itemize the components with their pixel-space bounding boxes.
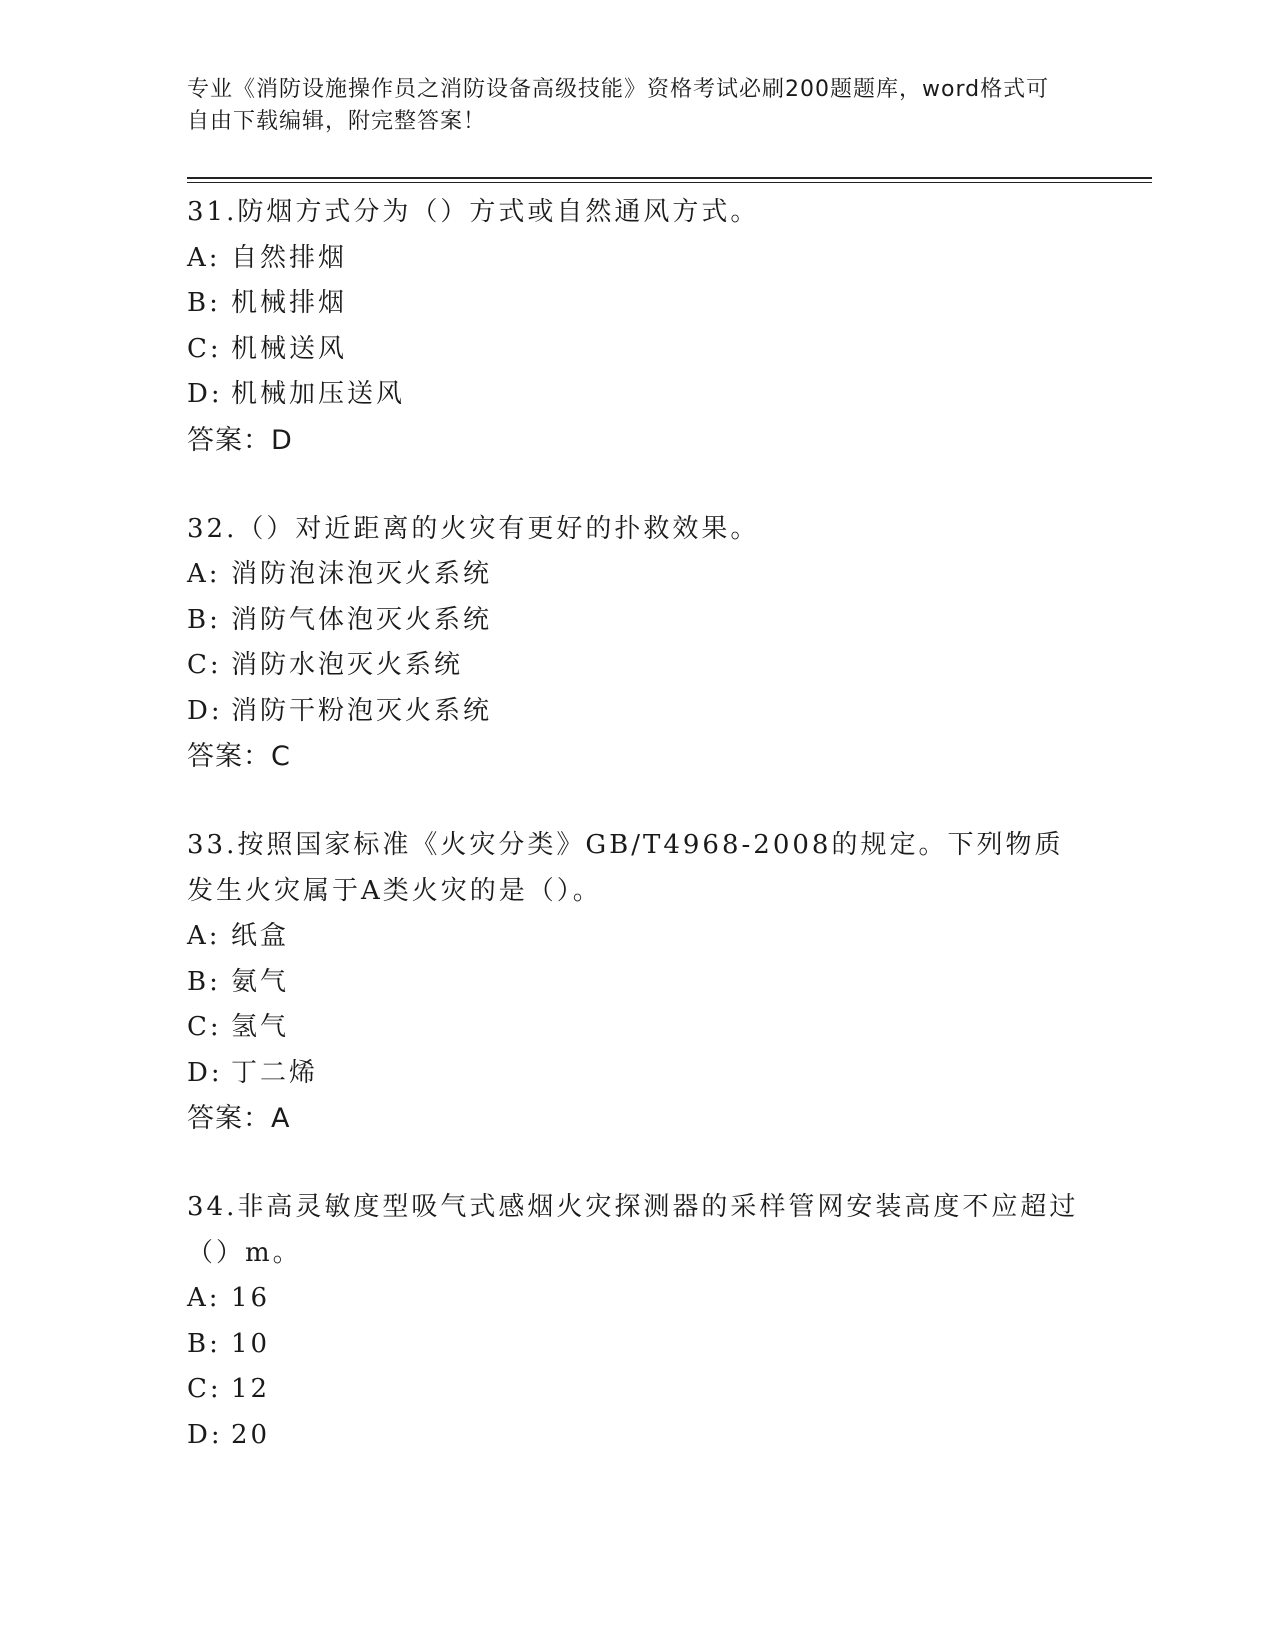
option-d bbox=[187, 1413, 1087, 1459]
option-key: B: bbox=[187, 288, 221, 318]
option-key: D: bbox=[187, 1419, 223, 1450]
option-a bbox=[187, 1276, 1087, 1322]
option-key: C: bbox=[187, 650, 222, 680]
option-key: D: bbox=[187, 379, 223, 409]
question-item bbox=[187, 1185, 1087, 1458]
option-d bbox=[187, 372, 1087, 418]
option-text: 氨气 bbox=[231, 966, 290, 997]
option-text: 消防水泡灭火系统 bbox=[231, 650, 464, 680]
option-key: A: bbox=[187, 921, 221, 951]
option-text: 自然排烟 bbox=[231, 242, 348, 273]
option-a bbox=[187, 552, 1087, 598]
option-key: C: bbox=[187, 333, 222, 364]
question-stem: 32.（）对近距离的火灾有更好的扑救效果。 bbox=[187, 513, 760, 544]
option-key: B: bbox=[187, 1328, 221, 1359]
option-text: 消防泡沫泡灭火系统 bbox=[231, 559, 493, 589]
option-text: 10 bbox=[231, 1328, 271, 1359]
answer-line: 答案：C bbox=[187, 741, 291, 772]
option-key: B: bbox=[187, 966, 221, 997]
option-key: B: bbox=[187, 604, 221, 635]
option-key: D: bbox=[187, 695, 223, 726]
option-b bbox=[187, 598, 1087, 644]
option-a bbox=[187, 236, 1087, 282]
option-d bbox=[187, 689, 1087, 735]
option-text: 机械加压送风 bbox=[231, 379, 406, 409]
option-key: C: bbox=[187, 1374, 222, 1404]
question-item bbox=[187, 507, 1087, 780]
option-text: 消防干粉泡灭火系统 bbox=[231, 695, 493, 726]
answer-line: 答案：D bbox=[187, 424, 293, 456]
option-c bbox=[187, 1005, 1087, 1051]
question-stem: 34.非高灵敏度型吸气式感烟火灾探测器的采样管网安装高度不应超过（）m。 bbox=[187, 1192, 1079, 1268]
question-stem: 33.按照国家标准《火灾分类》GB/T4968-2008的规定。下列物质发生火灾属于A类火灾的是（）。 bbox=[187, 830, 1064, 906]
option-key: A: bbox=[187, 559, 221, 589]
option-text: 消防气体泡灭火系统 bbox=[231, 604, 493, 635]
option-b bbox=[187, 1322, 1087, 1368]
option-a bbox=[187, 914, 1087, 960]
question-item bbox=[187, 190, 1087, 463]
option-text: 丁二烯 bbox=[231, 1057, 319, 1088]
header-divider bbox=[187, 177, 1152, 183]
option-c bbox=[187, 643, 1087, 689]
option-b bbox=[187, 281, 1087, 327]
option-key: A: bbox=[187, 242, 221, 273]
question-stem: 31.防烟方式分为（）方式或自然通风方式。 bbox=[187, 197, 760, 227]
option-key: A: bbox=[187, 1283, 221, 1313]
option-text: 12 bbox=[231, 1374, 271, 1404]
question-item bbox=[187, 823, 1087, 1141]
option-key: C: bbox=[187, 1012, 222, 1042]
question-list bbox=[187, 190, 1087, 1502]
option-text: 机械送风 bbox=[231, 333, 348, 364]
option-text: 20 bbox=[231, 1419, 271, 1450]
option-text: 16 bbox=[231, 1283, 271, 1313]
option-b bbox=[187, 960, 1087, 1006]
document-header: 专业《消防设施操作员之消防设备高级技能》资格考试必刷200题题库，word格式可自由下载编辑，附完整答案！ bbox=[187, 77, 1050, 134]
option-text: 氢气 bbox=[231, 1012, 290, 1042]
option-c bbox=[187, 1367, 1087, 1413]
answer-line: 答案：A bbox=[187, 1103, 291, 1134]
option-key: D: bbox=[187, 1057, 223, 1088]
option-text: 机械排烟 bbox=[231, 288, 348, 318]
option-c bbox=[187, 327, 1087, 373]
option-text: 纸盒 bbox=[231, 921, 290, 951]
option-d bbox=[187, 1051, 1087, 1097]
